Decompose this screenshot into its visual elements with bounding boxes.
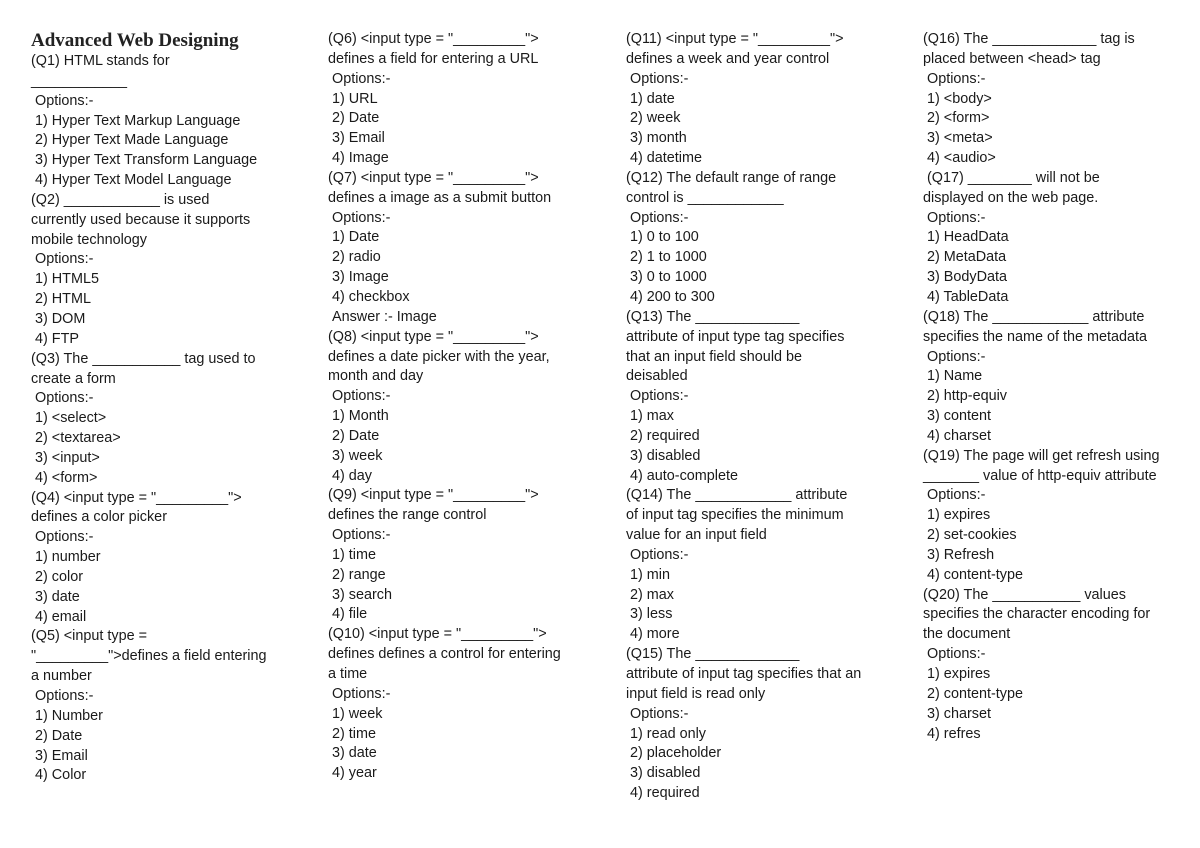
question-text-line: a number [31,668,92,685]
option-item: 1) Name [927,368,983,385]
question-text-line: defines a date picker with the year, [328,348,550,365]
option-item: 1) URL [332,90,378,107]
options-label: Options:- [332,388,391,405]
options-label: Options:- [630,388,689,405]
options-label: Options:- [927,487,986,504]
option-item: 3) Refresh [927,546,995,563]
option-item: 4) <form> [35,469,98,486]
option-item: 2) HTML [35,291,91,308]
option-item: 4) FTP [35,330,79,347]
question-line: (Q10) <input type = "_________"> [328,626,547,643]
option-item: 3) content [927,408,991,425]
question-text-line: defines defines a control for entering [328,646,561,663]
option-item: 2) range [332,566,386,583]
option-item: 2) <textarea> [35,430,121,447]
option-item: 4) email [35,608,87,625]
question-text-line: defines a color picker [31,509,167,526]
option-item: 2) set-cookies [927,527,1017,544]
option-item: 2) week [630,110,681,127]
option-item: 4) auto-complete [630,467,738,484]
option-item: 1) week [332,705,383,722]
question-line: (Q6) <input type = "_________"> [328,31,539,47]
options-label: Options:- [35,390,94,407]
options-label: Options:- [630,705,689,722]
question-line: (Q20) The ___________ values [923,586,1126,603]
option-item: 1) 0 to 100 [630,229,699,246]
option-item: 2) 1 to 1000 [630,249,707,266]
question-text-line: _______ value of http-equiv attribute [923,467,1157,484]
options-label: Options:- [332,209,391,226]
question-text-line: mobile technology [31,231,147,248]
question-text-line: currently used because it supports [31,211,251,228]
question-line: (Q12) The default range of range [626,169,837,186]
option-item: 4) Hyper Text Model Language [35,172,232,189]
options-label: Options:- [927,646,986,663]
option-item: 1) Number [35,707,103,724]
question-line: (Q17) ________ will not be [927,169,1100,186]
option-item: 3) BodyData [927,269,1007,286]
question-text-line: month and day [328,368,424,385]
option-item: 1) time [332,546,376,563]
option-item: 4) more [630,626,680,643]
option-item: 2) Hyper Text Made Language [35,132,229,149]
option-item: 2) Date [332,110,380,127]
option-item: 3) Email [35,747,88,764]
question-line: (Q14) The ____________ attribute [626,487,848,504]
option-item: 4) day [332,467,372,484]
option-item: 2) max [630,586,674,603]
question-text-line: the document [923,626,1011,643]
option-item: 4) file [332,606,368,623]
options-label: Options:- [630,546,689,563]
option-item: 2) MetaData [927,249,1007,266]
question-line: (Q1) HTML stands for [31,53,170,69]
options-label: Options:- [35,251,94,268]
question-text-line: ____________ [31,72,128,89]
question-text-line: a time [328,666,368,682]
options-label: Options:- [35,529,94,546]
column-1 [31,30,316,786]
option-item: 3) disabled [630,765,701,782]
option-item: 4) refres [927,725,981,742]
option-item: 3) less [630,606,673,623]
option-item: 2) radio [332,249,381,266]
options-label: Options:- [35,92,94,109]
option-item: 2) <form> [927,110,990,127]
question-line: (Q13) The _____________ [626,308,800,325]
question-line: (Q11) <input type = "_________"> [626,31,844,47]
option-item: 4) TableData [927,288,1009,305]
option-item: 2) http-equiv [927,388,1007,405]
option-item: 1) Hyper Text Markup Language [35,112,241,129]
options-label: Options:- [927,70,986,87]
option-item: 2) time [332,725,376,742]
option-item: 4) checkbox [332,288,410,305]
option-item: 4) Color [35,767,87,784]
question-line: (Q5) <input type = [31,628,147,645]
option-item: 4) 200 to 300 [630,288,715,305]
options-label: Options:- [332,70,391,87]
option-item: 3) disabled [630,447,701,464]
option-item: 3) <input> [35,449,100,466]
option-item: 1) date [630,90,675,107]
option-item: 1) max [630,408,674,425]
question-line: (Q8) <input type = "_________"> [328,328,539,345]
option-item: 3) date [332,745,377,762]
question-text-line: specifies the name of the metadata [923,328,1147,345]
question-line: (Q16) The _____________ tag is [923,31,1135,47]
option-item: 4) charset [927,427,991,444]
option-item: 3) DOM [35,310,86,327]
question-text-line: placed between <head> tag [923,50,1101,67]
option-item: 2) content-type [927,685,1023,702]
options-label: Options:- [927,348,986,365]
option-item: 3) <meta> [927,130,993,147]
question-text-line: that an input field should be [626,348,803,365]
option-item: 1) Month [332,408,389,425]
option-item: 1) number [35,549,101,566]
question-line: (Q18) The ____________ attribute [923,308,1145,325]
option-item: 1) read only [630,725,706,742]
option-item: 1) Date [332,229,380,246]
option-item: 1) <body> [927,90,992,107]
column-3 [626,30,911,804]
option-item: 3) Image [332,269,389,286]
question-text-line: defines the range control [328,507,487,524]
options-label: Options:- [332,527,391,544]
question-line: (Q19) The page will get refresh using [923,447,1160,464]
option-item: 3) date [35,588,80,605]
options-label: Options:- [630,209,689,226]
question-text-line: "_________">defines a field entering [31,648,267,665]
option-item: 3) month [630,130,687,147]
option-item: 3) Email [332,130,385,147]
option-item: 4) Image [332,150,389,167]
option-item: 1) <select> [35,410,107,427]
question-text-line: value for an input field [626,527,767,544]
document-title: Advanced Web Designing [31,30,239,51]
option-item: 1) HTML5 [35,271,99,288]
options-label: Options:- [630,70,689,87]
options-label: Options:- [35,688,94,704]
option-item: 2) required [630,427,700,444]
option-item: 4) required [630,785,700,802]
option-item: 3) week [332,447,383,464]
question-text-line: of input tag specifies the minimum [626,507,844,524]
option-item: 2) placeholder [630,745,722,762]
question-line: (Q15) The _____________ [626,646,800,663]
question-line: (Q9) <input type = "_________"> [328,487,539,504]
answer-line: Answer :- Image [332,308,437,325]
option-item: 3) charset [927,705,991,722]
question-text-line: create a form [31,370,116,387]
option-item: 2) color [35,568,83,585]
question-text-line: attribute of input type tag specifies [626,328,845,345]
option-item: 4) <audio> [927,150,996,167]
question-line: (Q7) <input type = "_________"> [328,169,539,186]
question-text-line: input field is read only [626,685,766,702]
column-2 [328,30,613,784]
option-item: 3) search [332,586,392,603]
question-line: (Q2) ____________ is used [31,191,210,208]
question-line: (Q4) <input type = "_________"> [31,489,242,506]
question-text-line: displayed on the web page. [923,189,1099,206]
question-text-line: defines a week and year control [626,50,830,67]
options-label: Options:- [332,685,391,702]
option-item: 4) datetime [630,150,702,167]
question-text-line: attribute of input tag specifies that an [626,666,862,682]
option-item: 4) content-type [927,566,1023,583]
option-item: 3) Hyper Text Transform Language [35,152,258,169]
options-label: Options:- [927,209,986,226]
question-text-line: specifies the character encoding for [923,606,1151,623]
option-item: 3) 0 to 1000 [630,269,707,286]
option-item: 1) expires [927,507,991,524]
question-text-line: control is ____________ [626,189,784,206]
question-text-line: deisabled [626,368,688,385]
option-item: 1) HeadData [927,229,1009,246]
question-line: (Q3) The ___________ tag used to [31,350,256,367]
option-item: 2) Date [35,727,83,744]
option-item: 1) min [630,566,670,583]
question-text-line: defines a field for entering a URL [328,50,539,67]
option-item: 4) year [332,765,377,782]
option-item: 2) Date [332,427,380,444]
option-item: 1) expires [927,666,991,682]
column-4 [923,30,1200,744]
question-text-line: defines a image as a submit button [328,189,552,206]
